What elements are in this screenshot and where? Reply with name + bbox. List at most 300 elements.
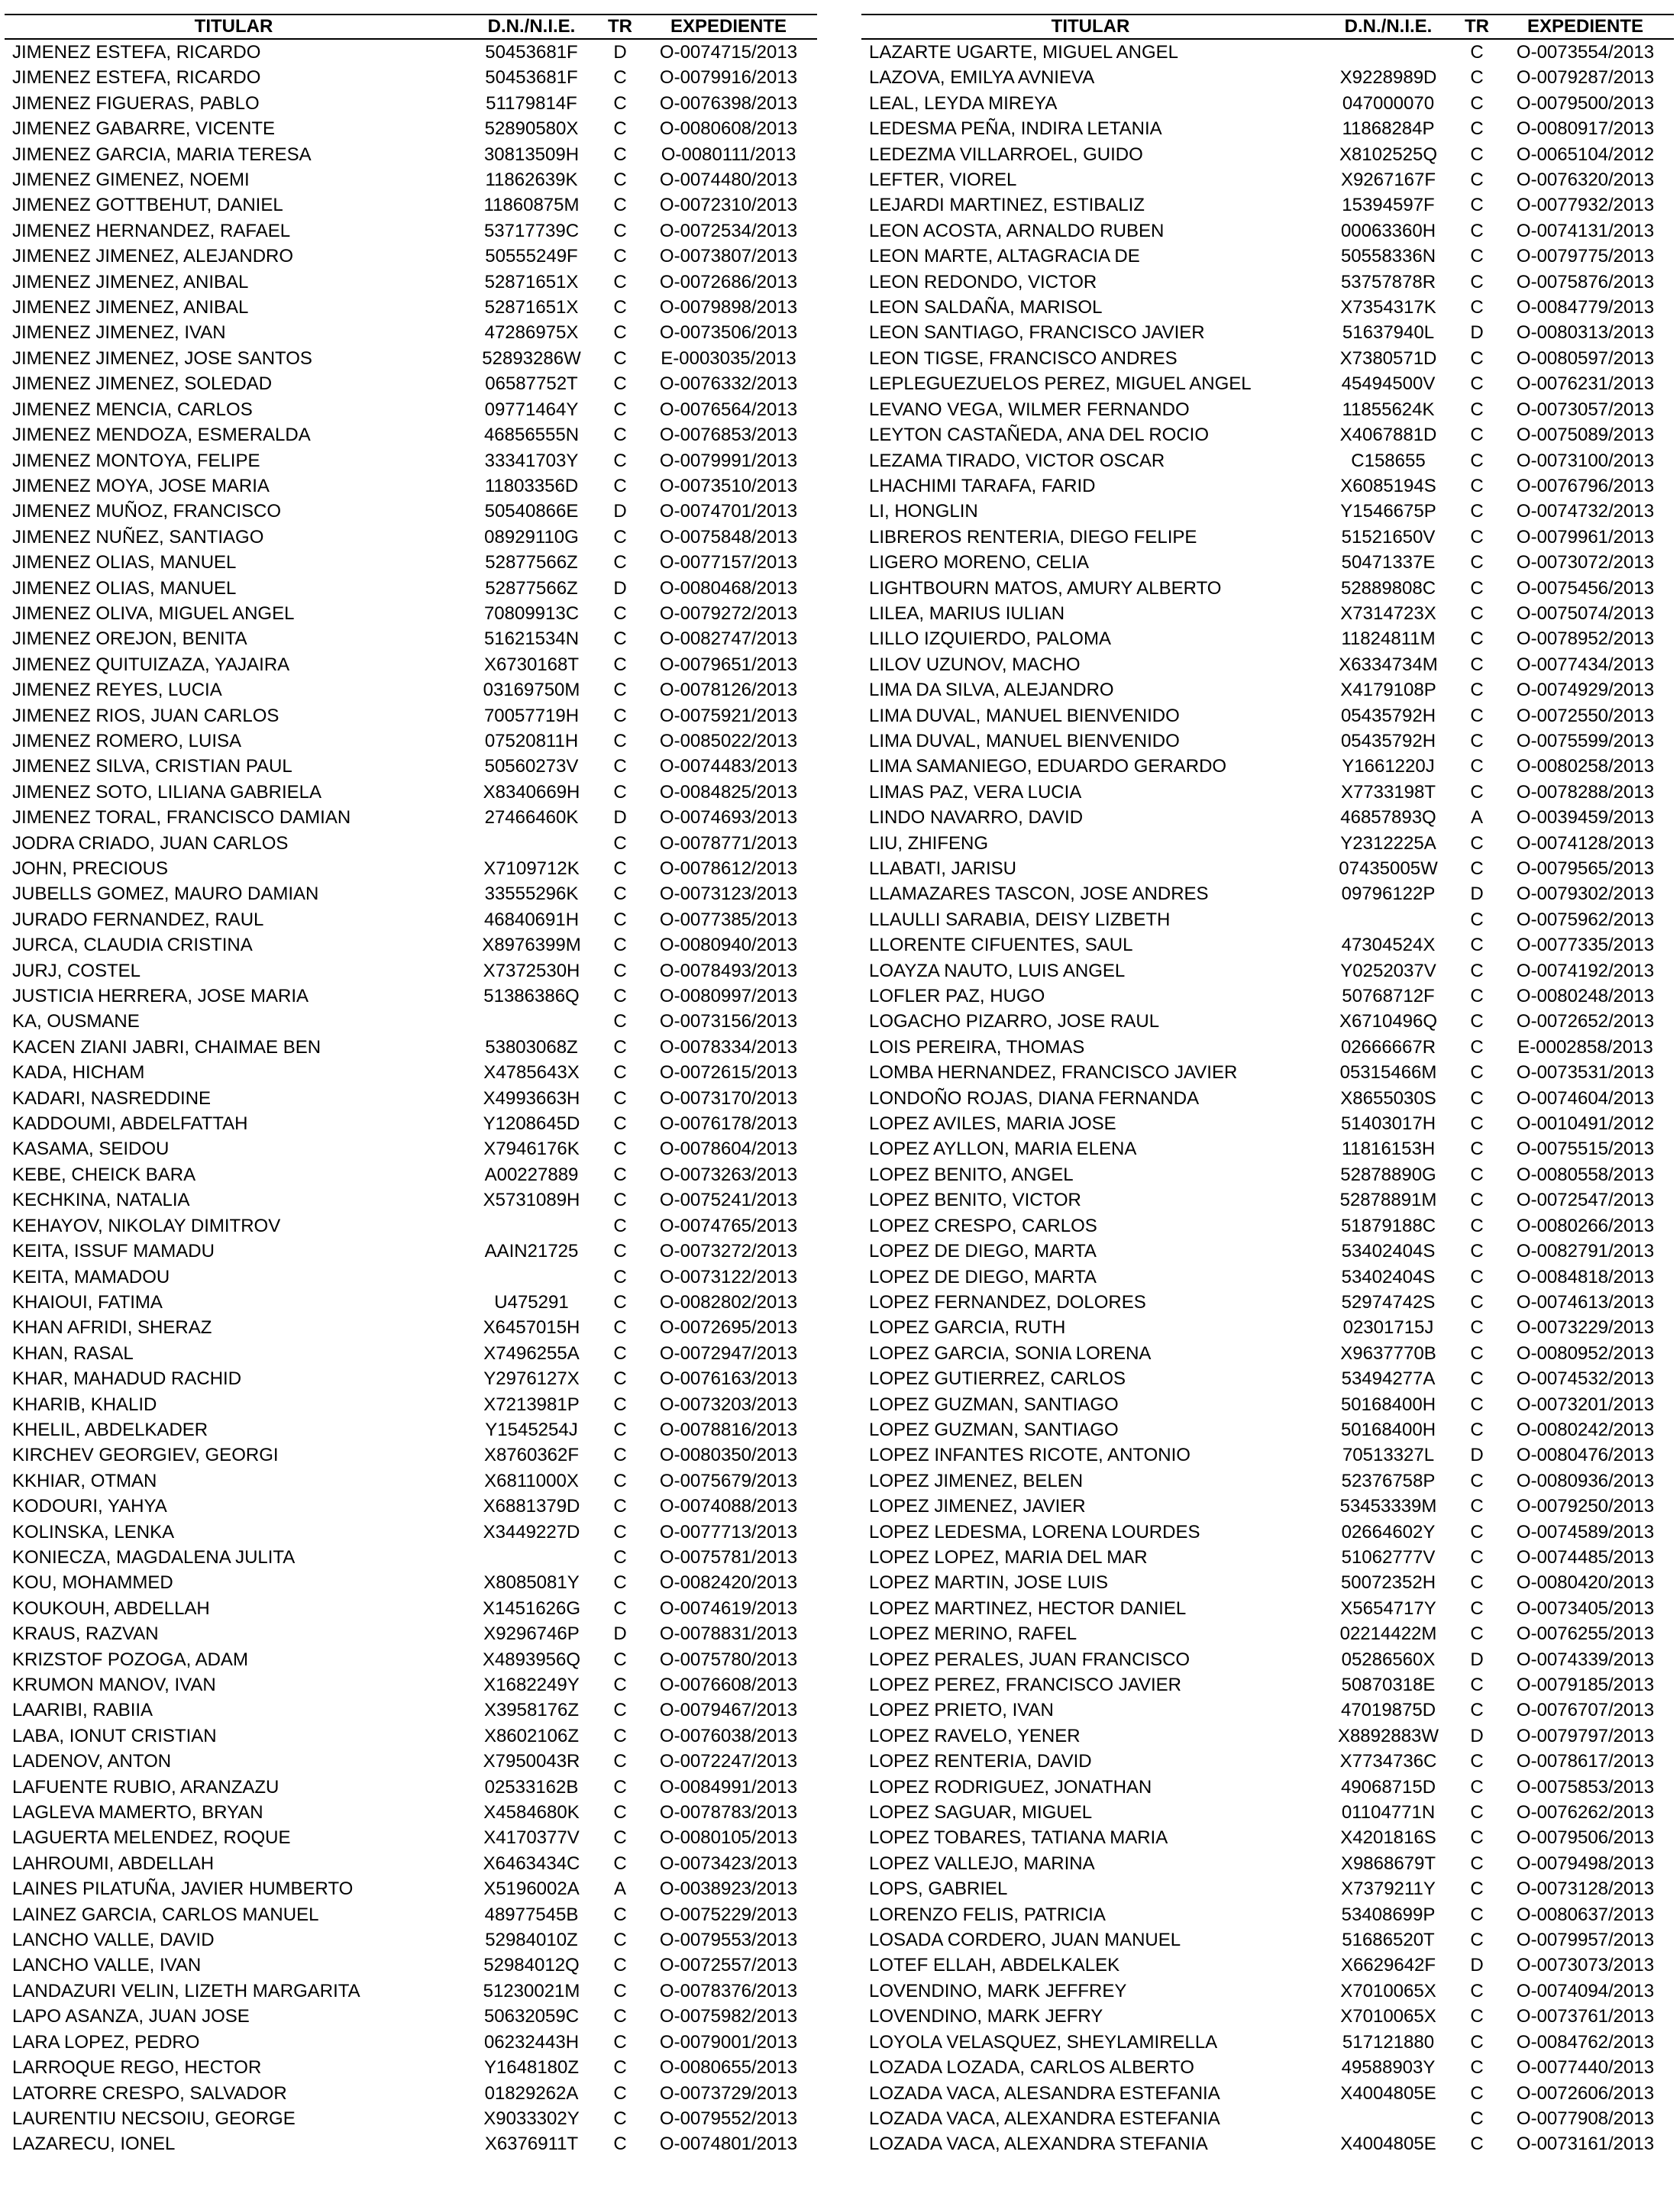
expediente-cell: O-0079001/2013 xyxy=(659,2031,798,2053)
expediente-cell: O-0074088/2013 xyxy=(659,1496,798,1517)
titular-cell: LOPEZ LOPEZ, MARIA DEL MAR xyxy=(869,1546,1148,1568)
tr-cell: C xyxy=(613,1725,627,1746)
titular-cell: LOGACHO PIZARRO, JOSE RAUL xyxy=(869,1011,1160,1032)
titular-cell: LONDOÑO ROJAS, DIANA FERNANDA xyxy=(869,1087,1200,1109)
table-row xyxy=(5,2055,817,2080)
expediente-cell: O-0072547/2013 xyxy=(1516,1190,1655,1211)
titular-cell: LOPEZ VALLEJO, MARINA xyxy=(869,1853,1095,1874)
dni-cell: X6334734M xyxy=(1339,654,1438,675)
titular-cell: LEON TIGSE, FRANCISCO ANDRES xyxy=(869,347,1178,369)
titular-cell: LANCHO VALLE, DAVID xyxy=(12,1930,215,1951)
tr-cell: C xyxy=(1470,170,1484,191)
dni-cell: X4067881D xyxy=(1339,425,1437,446)
tr-cell: C xyxy=(613,475,627,496)
right-table-body xyxy=(861,39,1674,2157)
titular-cell: LEON REDONDO, VICTOR xyxy=(869,271,1097,292)
expediente-cell: O-0074483/2013 xyxy=(659,756,798,777)
table-row xyxy=(861,652,1674,677)
tr-cell: C xyxy=(1470,552,1484,573)
right-table xyxy=(861,14,1674,2157)
expediente-cell: O-0073122/2013 xyxy=(659,1266,798,1287)
titular-cell: KOLINSKA, LENKA xyxy=(12,1521,175,1543)
titular-cell: LANDAZURI VELIN, LIZETH MARGARITA xyxy=(12,1980,360,2001)
table-row xyxy=(5,192,817,218)
tr-cell: C xyxy=(1470,1139,1484,1160)
table-row xyxy=(5,1187,817,1213)
titular-cell: JIMENEZ NUÑEZ, SANTIAGO xyxy=(12,526,264,548)
dni-cell xyxy=(463,1213,600,1239)
titular-cell: KHARIB, KHALID xyxy=(12,1394,157,1415)
table-row xyxy=(861,295,1674,320)
table-row xyxy=(861,932,1674,958)
table-row xyxy=(5,346,817,371)
expediente-cell: O-0073100/2013 xyxy=(1516,450,1655,471)
expediente-cell: O-0073072/2013 xyxy=(1516,552,1655,573)
titular-cell: LIMA DA SILVA, ALEJANDRO xyxy=(869,680,1114,701)
titular-cell: JUBELLS GOMEZ, MAURO DAMIAN xyxy=(12,884,319,905)
table-row xyxy=(5,422,817,447)
table-row xyxy=(5,881,817,906)
dni-cell: X4179108P xyxy=(1340,680,1436,701)
dni-cell: 33341703Y xyxy=(484,450,579,471)
dni-cell: X8602106Z xyxy=(483,1725,580,1746)
table-row xyxy=(5,116,817,141)
titular-cell: JIMENEZ GOTTBEHUT, DANIEL xyxy=(12,195,283,216)
table-row xyxy=(5,728,817,754)
tr-cell: C xyxy=(613,1751,627,1772)
tr-cell: C xyxy=(613,92,627,114)
titular-cell: LOYOLA VELASQUEZ, SHEYLAMIRELLA xyxy=(869,2031,1218,2053)
dni-cell: 50768712F xyxy=(1342,986,1435,1007)
table-row xyxy=(861,192,1674,218)
tr-cell: C xyxy=(613,1368,627,1390)
dni-cell: 01104771N xyxy=(1341,1802,1436,1824)
expediente-cell: O-0073128/2013 xyxy=(1516,1878,1655,1900)
expediente-cell: O-0072534/2013 xyxy=(659,220,798,241)
table-row xyxy=(5,1749,817,1774)
dni-cell: X9296746P xyxy=(483,1623,580,1645)
titular-cell: LOPEZ AVILES, MARIA JOSE xyxy=(869,1113,1116,1135)
dni-cell: 07520811H xyxy=(484,730,579,751)
titular-cell: JIMENEZ HERNANDEZ, RAFAEL xyxy=(12,220,291,241)
table-row xyxy=(861,1060,1674,1085)
expediente-cell: O-0075599/2013 xyxy=(1516,730,1655,751)
tr-cell: C xyxy=(1470,909,1484,930)
table-row xyxy=(5,652,817,677)
dni-cell: Y1545254J xyxy=(485,1419,578,1440)
table-row xyxy=(5,2106,817,2131)
tr-cell: C xyxy=(613,1394,627,1415)
titular-cell: KASAMA, SEIDOU xyxy=(12,1139,170,1160)
titular-cell: LAPO ASANZA, JUAN JOSE xyxy=(12,2006,250,2027)
tr-cell: C xyxy=(1470,475,1484,496)
expediente-cell: O-0076178/2013 xyxy=(659,1113,798,1135)
expediente-cell: O-0079898/2013 xyxy=(659,297,798,318)
dni-cell: X7372530H xyxy=(483,960,580,981)
table-row xyxy=(5,1979,817,2004)
titular-cell: JIMENEZ SILVA, CRISTIAN PAUL xyxy=(12,756,292,777)
titular-cell: LEJARDI MARTINEZ, ESTIBALIZ xyxy=(869,195,1145,216)
tr-cell: C xyxy=(613,960,627,981)
tr-cell: C xyxy=(613,118,627,140)
table-row xyxy=(5,2081,817,2106)
table-row xyxy=(861,728,1674,754)
titular-cell: JIMENEZ SOTO, LILIANA GABRIELA xyxy=(12,781,322,803)
dni-cell: 53402404S xyxy=(1341,1266,1436,1287)
dni-cell: 11862639K xyxy=(485,170,578,191)
table-row xyxy=(861,2030,1674,2055)
titular-cell: JIMENEZ MENCIA, CARLOS xyxy=(12,399,253,420)
tr-cell: C xyxy=(1470,501,1484,522)
dni-cell: 05435792H xyxy=(1340,730,1436,751)
titular-cell: LILLO IZQUIERDO, PALOMA xyxy=(869,628,1111,650)
table-row xyxy=(861,626,1674,651)
expediente-cell: O-0080655/2013 xyxy=(659,2057,798,2079)
table-row xyxy=(861,831,1674,856)
table-row xyxy=(861,1520,1674,1545)
dni-cell xyxy=(1320,907,1457,932)
table-row xyxy=(861,91,1674,116)
titular-cell: KOU, MOHAMMED xyxy=(12,1572,173,1594)
titular-cell: KONIECZA, MAGDALENA JULITA xyxy=(12,1546,296,1568)
dni-cell: 52974742S xyxy=(1341,1291,1436,1313)
expediente-cell: O-0078816/2013 xyxy=(659,1419,798,1440)
titular-cell: LLABATI, JARISU xyxy=(869,858,1016,879)
expediente-cell: O-0074128/2013 xyxy=(1516,832,1655,854)
expediente-cell: O-0078334/2013 xyxy=(659,1036,798,1058)
expediente-cell: O-0079185/2013 xyxy=(1516,1675,1655,1695)
dni-cell xyxy=(463,1265,600,1290)
table-row xyxy=(861,1672,1674,1698)
table-row xyxy=(5,1851,817,1876)
tr-cell: D xyxy=(613,807,627,829)
tr-cell: C xyxy=(613,1930,627,1951)
dni-cell: 09771464Y xyxy=(484,399,579,420)
table-row xyxy=(5,601,817,626)
dni-cell: X9033302Y xyxy=(483,2108,580,2129)
dni-cell: X8102525Q xyxy=(1339,144,1438,165)
titular-cell: JUSTICIA HERRERA, JOSE MARIA xyxy=(12,986,309,1007)
titular-cell: LOFLER PAZ, HUGO xyxy=(869,986,1045,1007)
dni-cell: 70057719H xyxy=(483,705,580,726)
tr-cell: C xyxy=(613,1853,627,1874)
expediente-cell: O-0078612/2013 xyxy=(659,858,798,879)
dni-cell: 02301715J xyxy=(1342,1317,1434,1339)
titular-cell: JIMENEZ JIMENEZ, JOSE SANTOS xyxy=(12,347,312,369)
titular-cell: KECHKINA, NATALIA xyxy=(12,1190,190,1211)
dni-cell: X7354317K xyxy=(1340,297,1436,318)
expediente-cell: O-0073161/2013 xyxy=(1516,2134,1655,2155)
expediente-cell: O-0077908/2013 xyxy=(1516,2108,1655,2129)
dni-cell: 53494277A xyxy=(1341,1368,1436,1390)
dni-cell: Y0252037V xyxy=(1340,960,1436,981)
expediente-cell: O-0072310/2013 xyxy=(659,195,798,216)
table-row xyxy=(5,270,817,295)
titular-cell: LOPEZ TOBARES, TATIANA MARIA xyxy=(869,1827,1168,1849)
table-row xyxy=(5,754,817,779)
expediente-cell: O-0075781/2013 xyxy=(659,1546,798,1568)
tr-cell: C xyxy=(1470,118,1484,140)
tr-cell: C xyxy=(1470,858,1484,879)
dni-cell: 51879188C xyxy=(1340,1215,1436,1236)
titular-cell: KHAIOUI, FATIMA xyxy=(12,1291,163,1313)
table-row xyxy=(861,142,1674,167)
tr-cell: C xyxy=(613,1011,627,1032)
tr-cell: C xyxy=(613,526,627,548)
expediente-cell: O-0073531/2013 xyxy=(1516,1062,1655,1084)
dni-cell: X6710496Q xyxy=(1339,1011,1438,1032)
dni-cell: 517121880 xyxy=(1342,2031,1435,2053)
titular-cell: LOPEZ PRIETO, IVAN xyxy=(869,1700,1054,1721)
tr-cell: C xyxy=(613,884,627,905)
dni-cell: 00063360H xyxy=(1340,220,1436,241)
tr-cell: C xyxy=(1470,2057,1484,2079)
dni-cell: 03169750M xyxy=(483,680,580,701)
dni-cell: X7733198T xyxy=(1340,781,1436,803)
tr-cell: D xyxy=(1470,1649,1484,1670)
dni-cell xyxy=(1320,2106,1457,2131)
tr-cell: C xyxy=(1470,67,1484,89)
tr-cell: C xyxy=(613,1572,627,1594)
titular-cell: LOTEF ELLAH, ABDELKALEK xyxy=(869,1955,1120,1976)
dni-cell: 47304524X xyxy=(1341,935,1436,956)
titular-cell: LOPS, GABRIEL xyxy=(869,1878,1008,1900)
dni-cell: X4785643X xyxy=(483,1062,580,1084)
table-row xyxy=(5,1136,817,1161)
dni-cell: 49588903Y xyxy=(1341,2057,1436,2079)
dni-cell: 51521650V xyxy=(1341,526,1436,548)
titular-cell: LIGHTBOURN MATOS, AMURY ALBERTO xyxy=(869,577,1222,599)
titular-cell: LILOV UZUNOV, MACHO xyxy=(869,654,1081,675)
titular-cell: JIMENEZ ESTEFA, RICARDO xyxy=(12,67,261,89)
table-row xyxy=(861,422,1674,447)
header-expediente: EXPEDIENTE xyxy=(640,15,817,39)
header-tr: TR xyxy=(1457,15,1497,39)
table-row xyxy=(861,1187,1674,1213)
tr-cell: C xyxy=(613,756,627,777)
tr-cell: C xyxy=(613,730,627,751)
left-column xyxy=(5,14,817,2157)
expediente-cell: O-0080558/2013 xyxy=(1516,1164,1655,1185)
dni-cell: 52878890G xyxy=(1340,1164,1436,1185)
table-row xyxy=(5,576,817,601)
expediente-cell: O-0078831/2013 xyxy=(659,1623,798,1645)
tr-cell: C xyxy=(613,425,627,446)
expediente-cell: O-0076608/2013 xyxy=(659,1675,798,1695)
expediente-cell: O-0075780/2013 xyxy=(659,1649,798,1670)
expediente-cell: O-0079250/2013 xyxy=(1516,1496,1655,1517)
titular-cell: JIMENEZ MENDOZA, ESMERALDA xyxy=(12,425,311,446)
titular-cell: KEITA, ISSUF MAMADU xyxy=(12,1241,215,1262)
expediente-cell: O-0080997/2013 xyxy=(659,986,798,1007)
expediente-cell: O-0073123/2013 xyxy=(659,884,798,905)
expediente-cell: O-0075921/2013 xyxy=(659,705,798,726)
tr-cell: C xyxy=(1470,2031,1484,2053)
tr-cell: C xyxy=(1470,1623,1484,1645)
table-row xyxy=(861,1341,1674,1366)
tr-cell: C xyxy=(1470,1980,1484,2001)
titular-cell: LEVANO VEGA, WILMER FERNANDO xyxy=(869,399,1190,420)
expediente-cell: O-0073229/2013 xyxy=(1516,1317,1655,1339)
titular-cell: JIMENEZ JIMENEZ, ANIBAL xyxy=(12,271,249,292)
tr-cell: C xyxy=(1470,1342,1484,1364)
table-row xyxy=(861,218,1674,244)
tr-cell: C xyxy=(1470,2134,1484,2155)
dni-cell: X4893956Q xyxy=(482,1649,581,1670)
titular-cell: JODRA CRIADO, JUAN CARLOS xyxy=(12,832,289,854)
expediente-cell: O-0079961/2013 xyxy=(1516,526,1655,548)
table-row xyxy=(5,1392,817,1417)
titular-cell: KIRCHEV GEORGIEV, GEORGI xyxy=(12,1445,279,1466)
dni-cell: X6463434C xyxy=(483,1853,580,1874)
expediente-cell: O-0076853/2013 xyxy=(659,425,798,446)
table-row xyxy=(5,1086,817,1111)
expediente-cell: O-0076564/2013 xyxy=(659,399,798,420)
tr-cell: C xyxy=(1470,1062,1484,1084)
table-row xyxy=(5,703,817,728)
expediente-cell: O-0072247/2013 xyxy=(659,1751,798,1772)
tr-cell: C xyxy=(613,170,627,191)
table-row xyxy=(5,2131,817,2156)
expediente-cell: O-0074619/2013 xyxy=(659,1597,798,1619)
expediente-cell: O-0073170/2013 xyxy=(659,1087,798,1109)
right-column xyxy=(861,14,1674,2157)
titular-cell: LOPEZ GARCIA, RUTH xyxy=(869,1317,1066,1339)
titular-cell: LIU, ZHIFENG xyxy=(869,832,989,854)
dni-cell: 50453681F xyxy=(485,67,578,89)
titular-cell: LOPEZ PERALES, JUAN FRANCISCO xyxy=(869,1649,1191,1670)
tr-cell: C xyxy=(1470,705,1484,726)
table-row xyxy=(861,1265,1674,1290)
dni-cell: X5196002A xyxy=(483,1878,580,1900)
titular-cell: LAINES PILATUÑA, JAVIER HUMBERTO xyxy=(12,1878,354,1900)
dni-cell: 51062777V xyxy=(1341,1546,1436,1568)
dni-cell: X7109712K xyxy=(483,858,580,879)
titular-cell: LAZARTE UGARTE, MIGUEL ANGEL xyxy=(869,42,1178,63)
titular-cell: JIMENEZ MUÑOZ, FRANCISCO xyxy=(12,501,281,522)
table-row xyxy=(861,2055,1674,2080)
table-row xyxy=(5,1239,817,1264)
expediente-cell: O-0080258/2013 xyxy=(1516,756,1655,777)
table-row xyxy=(5,397,817,422)
titular-cell: LEPLEGUEZUELOS PEREZ, MIGUEL ANGEL xyxy=(869,373,1252,395)
expediente-cell: O-0080597/2013 xyxy=(1516,347,1655,369)
table-row xyxy=(861,1009,1674,1034)
expediente-cell: O-0078376/2013 xyxy=(659,1980,798,2001)
dni-cell: X9637770B xyxy=(1340,1342,1436,1364)
titular-cell: LEON SALDAÑA, MARISOL xyxy=(869,297,1103,318)
table-row xyxy=(861,1775,1674,1800)
expediente-cell: O-0082420/2013 xyxy=(659,1572,798,1594)
tr-cell: C xyxy=(1470,1215,1484,1236)
titular-cell: LOZADA LOZADA, CARLOS ALBERTO xyxy=(869,2057,1194,2079)
titular-cell: LANCHO VALLE, IVAN xyxy=(12,1955,202,1976)
table-row xyxy=(861,1442,1674,1468)
tr-cell: C xyxy=(613,935,627,956)
table-row xyxy=(5,65,817,90)
table-row xyxy=(5,677,817,703)
expediente-cell: O-0075229/2013 xyxy=(659,1904,798,1925)
expediente-cell: O-0074732/2013 xyxy=(1516,501,1655,522)
titular-cell: LOIS PEREIRA, THOMAS xyxy=(869,1036,1085,1058)
expediente-cell: O-0075456/2013 xyxy=(1516,577,1655,599)
tr-cell: C xyxy=(1470,1930,1484,1951)
table-row xyxy=(861,1749,1674,1774)
table-row xyxy=(861,1392,1674,1417)
dni-cell: X7950043R xyxy=(483,1751,580,1772)
table-row xyxy=(5,907,817,932)
dni-cell: 47286975X xyxy=(484,322,579,344)
tr-cell: C xyxy=(613,246,627,267)
table-row xyxy=(5,244,817,269)
dni-cell: Y1661220J xyxy=(1342,756,1435,777)
expediente-cell: O-0078783/2013 xyxy=(659,1802,798,1824)
dni-cell: 05286560X xyxy=(1341,1649,1436,1670)
dni-cell: U475291 xyxy=(494,1291,569,1313)
expediente-cell: O-0079957/2013 xyxy=(1516,1930,1655,1951)
dni-cell: 11868284P xyxy=(1342,118,1435,140)
titular-cell: JIMENEZ OLIVA, MIGUEL ANGEL xyxy=(12,602,295,624)
dni-cell: 50870318E xyxy=(1341,1675,1436,1695)
dni-cell: A00227889 xyxy=(484,1164,579,1185)
titular-cell: LOPEZ DE DIEGO, MARTA xyxy=(869,1241,1097,1262)
titular-cell: LINDO NAVARRO, DAVID xyxy=(869,807,1084,829)
titular-cell: KHELIL, ABDELKADER xyxy=(12,1419,208,1440)
tr-cell: C xyxy=(1470,92,1484,114)
dni-cell: Y2312225A xyxy=(1340,832,1436,854)
table-row xyxy=(5,550,817,575)
expediente-cell: O-0074131/2013 xyxy=(1516,220,1655,241)
table-row xyxy=(5,295,817,320)
dni-cell: 11860875M xyxy=(483,195,580,216)
tr-cell: C xyxy=(613,1445,627,1466)
tr-cell: C xyxy=(613,271,627,292)
table-row xyxy=(5,805,817,830)
expediente-cell: O-0080105/2013 xyxy=(659,1827,798,1849)
expediente-cell: O-0077434/2013 xyxy=(1516,654,1655,675)
table-row xyxy=(5,1468,817,1494)
expediente-cell: O-0079302/2013 xyxy=(1516,884,1655,905)
expediente-cell: O-0073405/2013 xyxy=(1516,1597,1655,1619)
header-titular: TITULAR xyxy=(861,15,1320,39)
expediente-cell: O-0074929/2013 xyxy=(1516,680,1655,701)
dni-cell: 01829262A xyxy=(484,2082,579,2104)
expediente-cell: O-0082791/2013 xyxy=(1516,1241,1655,1262)
tr-cell: C xyxy=(613,680,627,701)
titular-cell: KACEN ZIANI JABRI, CHAIMAE BEN xyxy=(12,1036,321,1058)
table-row xyxy=(861,1825,1674,1850)
table-row xyxy=(5,142,817,167)
titular-cell: LLAMAZARES TASCON, JOSE ANDRES xyxy=(869,884,1209,905)
expediente-cell: O-0074485/2013 xyxy=(1516,1546,1655,1568)
tr-cell: C xyxy=(1470,1878,1484,1900)
table-row xyxy=(5,780,817,805)
table-row xyxy=(5,448,817,473)
tr-cell: C xyxy=(613,2108,627,2129)
tr-cell: C xyxy=(613,1649,627,1670)
tr-cell: C xyxy=(1470,935,1484,956)
table-row xyxy=(861,881,1674,906)
dni-cell: 52871651X xyxy=(484,297,579,318)
dni-cell: Y1546675P xyxy=(1340,501,1436,522)
titular-cell: JIMENEZ MOYA, JOSE MARIA xyxy=(12,475,270,496)
table-row xyxy=(5,1953,817,1978)
dni-cell: 70809913C xyxy=(483,602,580,624)
table-row xyxy=(5,1672,817,1698)
table-row xyxy=(861,1647,1674,1672)
expediente-cell: O-0080940/2013 xyxy=(659,935,798,956)
dni-cell: 11824811M xyxy=(1341,628,1436,650)
